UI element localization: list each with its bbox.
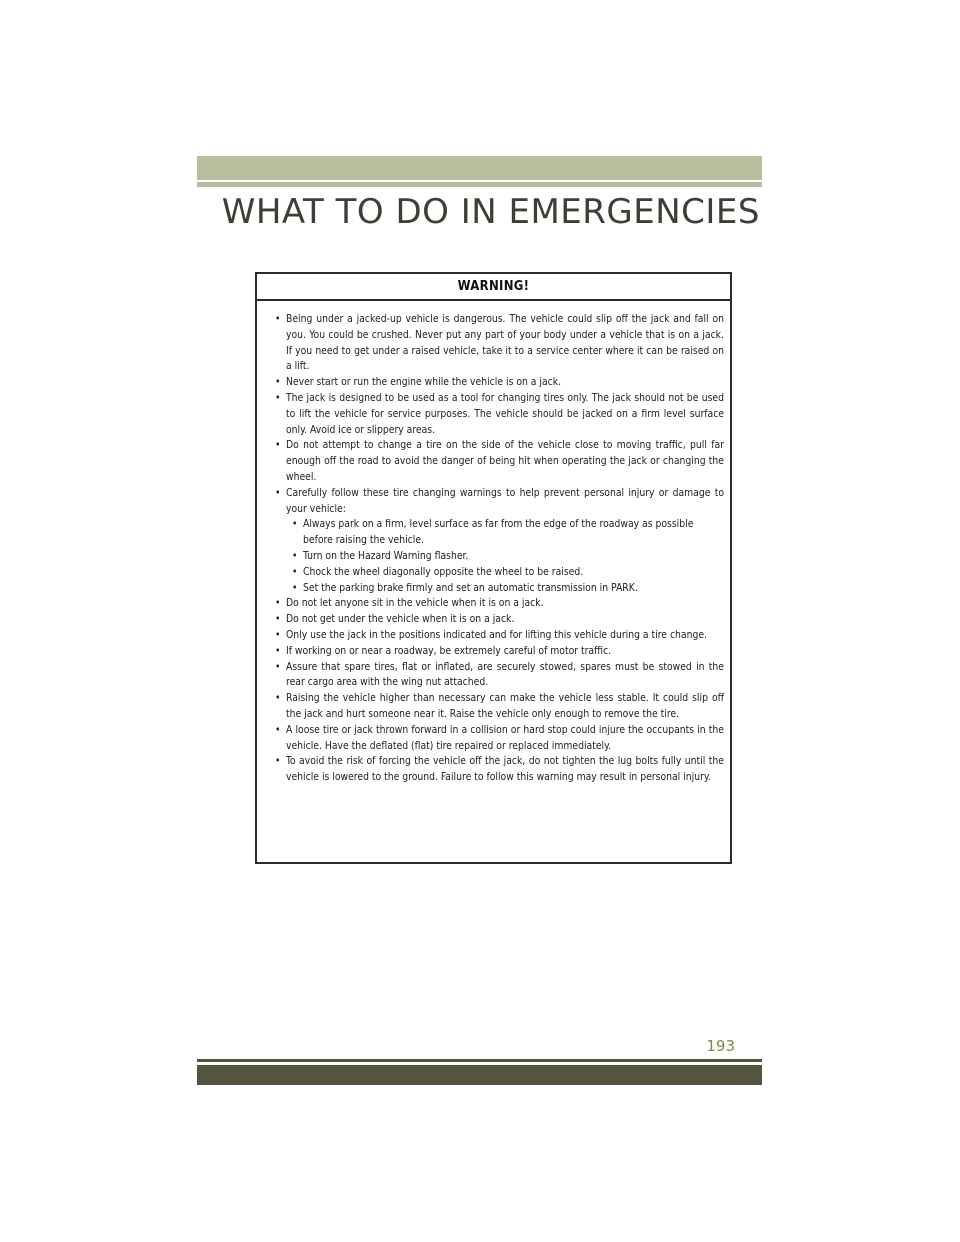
warning-subitem-text: Turn on the Hazard Warning flasher. [303, 549, 469, 562]
warning-item-text: Do not get under the vehicle when it is on a jack. [286, 613, 515, 626]
warning-box [255, 272, 732, 864]
bullet-glyph: • [292, 565, 298, 578]
bullet-glyph: • [275, 755, 281, 768]
warning-subitem [292, 565, 724, 581]
warning-item [275, 312, 724, 375]
bullet-glyph: • [275, 376, 281, 389]
warning-subitem-text: Always park on a firm, level surface as far from the edge of the roadway as possible before raising the vehicle. [303, 518, 694, 547]
warning-item [275, 596, 724, 612]
warning-item-text: To avoid the risk of forcing the vehicle off the jack, do not tighten the lug bolts fully until the vehicle is lowered to the ground. Failure to follow this warning may result in personal injury. [286, 755, 724, 784]
warning-heading: WARNING! [257, 274, 730, 301]
warning-item [275, 486, 724, 597]
bullet-glyph: • [275, 692, 281, 705]
warning-subitem [292, 581, 724, 597]
bullet-glyph: • [275, 613, 281, 626]
bullet-glyph: • [275, 660, 281, 673]
bullet-glyph: • [292, 581, 298, 594]
header-rule [197, 182, 762, 187]
bullet-glyph: • [275, 439, 281, 452]
warning-item [275, 660, 724, 692]
warning-item [275, 644, 724, 660]
warning-item-text: Do not let anyone sit in the vehicle when it is on a jack. [286, 597, 544, 610]
warning-subitem-text: Chock the wheel diagonally opposite the wheel to be raised. [303, 565, 584, 578]
warning-item [275, 723, 724, 755]
warning-subitem [292, 517, 724, 549]
warning-item-text: Carefully follow these tire changing warnings to help prevent personal injury or damage to your vehicle: [286, 486, 724, 515]
warning-item-text: Do not attempt to change a tire on the side of the vehicle close to moving traffic, pull far enough off the road to avoid the danger of being hit when operating the jack or changing the wheel. [286, 439, 724, 483]
warning-item-text: The jack is designed to be used as a tool for changing tires only. The jack should not be used to lift the vehicle for service purposes. The vehicle should be jacked on a firm level surface only. Avoid ice or slippery areas. [286, 391, 724, 436]
warning-item-text: A loose tire or jack thrown forward in a collision or hard stop could injure the occupants in the vehicle. Have the deflated (flat) tire repaired or replaced immediately. [286, 723, 724, 752]
warning-item [275, 438, 724, 485]
warning-list [257, 301, 730, 786]
bullet-glyph: • [275, 644, 281, 657]
bullet-glyph: • [275, 391, 281, 404]
warning-subitem-text: Set the parking brake firmly and set an automatic transmission in PARK. [303, 581, 638, 594]
warning-item [275, 375, 724, 391]
warning-item [275, 628, 724, 644]
warning-item [275, 612, 724, 628]
warning-item-text: Being under a jacked-up vehicle is dangerous. The vehicle could slip off the jack and fall on you. You could be crushed. Never put any part of your body under a vehicle that is on a jack. If you need to get under a raised vehicle, take it to a service center where it can be raised on a lift. [286, 313, 724, 373]
bullet-glyph: • [275, 313, 281, 325]
warning-item [275, 691, 724, 723]
footer-rule [197, 1059, 762, 1062]
bullet-glyph: • [275, 723, 281, 736]
warning-item-text: Raising the vehicle higher than necessary can make the vehicle less stable. It could slip off the jack and hurt someone near it. Raise the vehicle only enough to remove the tire. [286, 692, 724, 720]
section-title: WHAT TO DO IN EMERGENCIES [221, 192, 760, 232]
warning-item [275, 391, 724, 438]
bullet-glyph: • [292, 549, 298, 562]
bullet-glyph: • [275, 628, 281, 641]
bullet-glyph: • [292, 518, 298, 531]
warning-item-text: Never start or run the engine while the vehicle is on a jack. [286, 376, 562, 389]
warning-subitem [292, 549, 724, 565]
warning-item-text: If working on or near a roadway, be extremely careful of motor traffic. [286, 644, 612, 657]
page-number: 193 [706, 1037, 735, 1055]
bullet-glyph: • [275, 597, 281, 610]
header-band [197, 156, 762, 180]
warning-item-text: Only use the jack in the positions indicated and for lifting this vehicle during a tire change. [286, 628, 707, 641]
tire-changing-sublist [286, 517, 724, 596]
bullet-glyph: • [275, 486, 281, 499]
warning-item-text: Assure that spare tires, flat or inflated, are securely stowed, spares must be stowed in the rear cargo area with the wing nut attached. [286, 660, 724, 689]
warning-item [275, 754, 724, 786]
footer-band [197, 1065, 762, 1085]
